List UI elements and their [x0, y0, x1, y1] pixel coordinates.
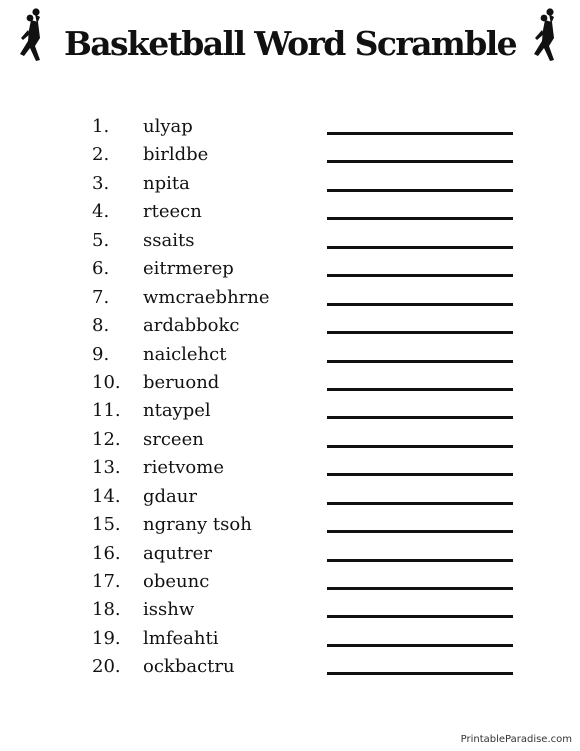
item-number: 12. — [92, 428, 121, 450]
scrambled-word: lmfeahti — [143, 627, 219, 649]
list-item — [0, 340, 580, 368]
list-item — [0, 453, 580, 481]
scrambled-word: srceen — [143, 428, 204, 450]
list-item — [0, 226, 580, 254]
answer-line[interactable] — [327, 388, 513, 391]
answer-line[interactable] — [327, 615, 513, 618]
answer-line[interactable] — [327, 559, 513, 562]
answer-line[interactable] — [327, 246, 513, 249]
item-number: 6. — [92, 258, 110, 280]
item-number: 1. — [92, 116, 110, 137]
answer-line[interactable] — [327, 672, 513, 675]
answer-line[interactable] — [327, 331, 513, 334]
list-item — [0, 112, 580, 140]
item-number: 16. — [92, 542, 121, 564]
item-number: 14. — [92, 485, 121, 507]
scrambled-word: npita — [143, 172, 190, 194]
answer-line[interactable] — [327, 189, 513, 192]
scrambled-word: wmcraebhrne — [143, 286, 270, 308]
answer-line[interactable] — [327, 445, 513, 448]
list-item — [0, 652, 580, 680]
item-number: 4. — [92, 201, 110, 223]
list-item — [0, 595, 580, 623]
answer-line[interactable] — [327, 160, 513, 163]
answer-line[interactable] — [327, 132, 513, 135]
item-number: 10. — [92, 371, 121, 393]
list-item — [0, 425, 580, 453]
scrambled-word: eitrmerep — [143, 258, 234, 280]
scrambled-word: aqutrer — [143, 542, 212, 564]
scrambled-word: ockbactru — [143, 656, 235, 678]
scrambled-word: rteecn — [143, 201, 202, 223]
scrambled-word: ntaypel — [143, 400, 211, 422]
answer-line[interactable] — [327, 303, 513, 306]
scrambled-word: ssaits — [143, 229, 195, 251]
item-number: 15. — [92, 514, 121, 536]
answer-line[interactable] — [327, 360, 513, 363]
item-number: 8. — [92, 315, 110, 337]
answer-line[interactable] — [327, 587, 513, 590]
scrambled-word: obeunc — [143, 571, 210, 592]
scrambled-word: ardabbokc — [143, 315, 240, 337]
item-number: 18. — [92, 599, 121, 621]
scrambled-word: rietvome — [143, 457, 224, 479]
answer-line[interactable] — [327, 473, 513, 476]
item-number: 7. — [92, 286, 110, 308]
item-number: 19. — [92, 627, 121, 649]
list-item — [0, 539, 580, 567]
answer-line[interactable] — [327, 416, 513, 419]
item-number: 17. — [92, 571, 121, 592]
item-number: 11. — [92, 400, 121, 422]
list-item — [0, 624, 580, 652]
list-item — [0, 254, 580, 282]
scrambled-word: naiclehct — [143, 343, 227, 365]
scrambled-word: ngrany tsoh — [143, 514, 252, 536]
answer-line[interactable] — [327, 217, 513, 220]
item-number: 2. — [92, 144, 110, 166]
list-item — [0, 283, 580, 311]
page-title: Basketball Word Scramble — [63, 24, 517, 63]
item-number: 13. — [92, 457, 121, 479]
answer-line[interactable] — [327, 644, 513, 647]
answer-line[interactable] — [327, 530, 513, 533]
word-list — [0, 112, 580, 681]
list-item — [0, 169, 580, 197]
scrambled-word: gdaur — [143, 485, 197, 507]
list-item — [0, 567, 580, 595]
item-number: 3. — [92, 172, 110, 194]
answer-line[interactable] — [327, 502, 513, 505]
item-number: 9. — [92, 343, 110, 365]
scrambled-word: isshw — [143, 599, 195, 621]
scrambled-word: beruond — [143, 371, 220, 393]
answer-line[interactable] — [327, 274, 513, 277]
list-item — [0, 197, 580, 225]
list-item — [0, 482, 580, 510]
list-item — [0, 311, 580, 339]
list-item — [0, 140, 580, 168]
list-item — [0, 510, 580, 538]
list-item — [0, 396, 580, 424]
footer-credit: PrintableParadise.com — [460, 734, 572, 745]
scrambled-word: birldbe — [143, 144, 209, 166]
scrambled-word: ulyap — [143, 116, 193, 137]
item-number: 5. — [92, 229, 110, 251]
item-number: 20. — [92, 656, 121, 678]
list-item — [0, 368, 580, 396]
